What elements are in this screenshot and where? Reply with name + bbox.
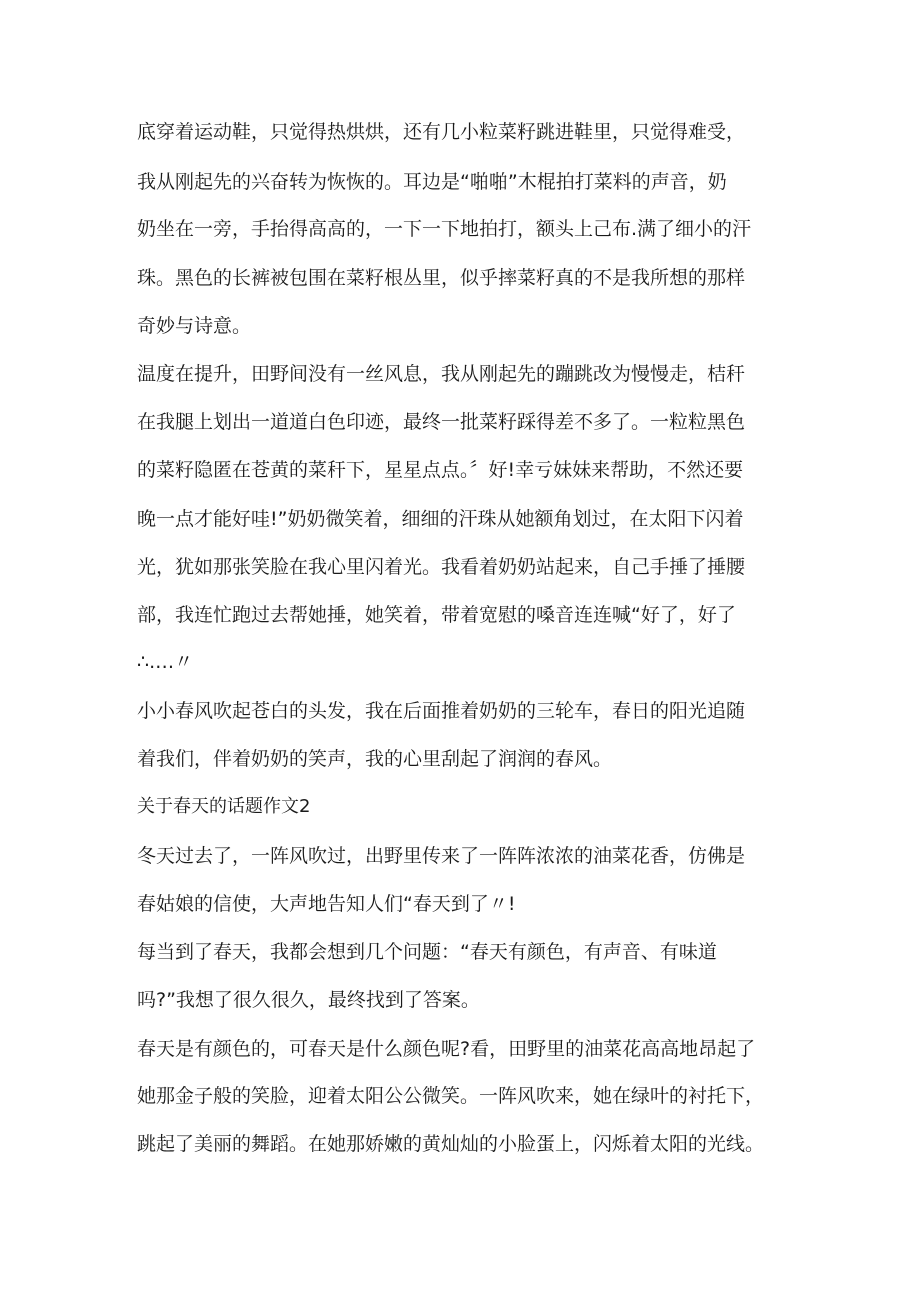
- text-line: 光，犹如那张笑脸在我心里闪着光。我看着奶奶站起来，自己手捶了捶腰: [137, 556, 746, 578]
- text-line: 奶坐在一旁，手抬得高高的，一下一下地拍打，额头上己布.满了细小的汗: [137, 218, 752, 240]
- text-line: 冬天过去了，一阵风吹过，出野里传来了一阵阵浓浓的油菜花香，仿佛是: [137, 845, 746, 867]
- text-line: 春天是有颜色的，可春天是什么颜色呢?看，田野里的油菜花高高地昂起了: [137, 1038, 756, 1060]
- text-line: 她那金子般的笑脸，迎着太阳公公微笑。一阵风吹来，她在绿叶的衬托下，: [137, 1085, 765, 1107]
- text-line: 每当到了春天，我都会想到几个问题：“春天有颜色，有声音、有味道: [137, 941, 717, 963]
- essay-title: 关于春天的话题作文2: [137, 796, 311, 817]
- text-line: 着我们，伴着奶奶的笑声，我的心里刮起了润润的春风。: [137, 748, 613, 770]
- text-line: 我从刚起先的兴奋转为恢恢的。耳边是“啪啪”木棍拍打菜料的声音，奶: [137, 171, 727, 193]
- text-line: 跳起了美丽的舞蹈。在她那娇嫩的黄灿灿的小脸蛋上，闪烁着太阳的光线。: [137, 1133, 765, 1155]
- text-line: ∴.…〃: [137, 651, 194, 673]
- text-line: 的菜籽隐匿在苍黄的菜秆下，星星点点。〞好!幸亏妹妹来帮助，不然还要: [137, 459, 744, 481]
- text-line: 温度在提升，田野间没有一丝风息，我从刚起先的蹦跳改为慢慢走，桔秆: [137, 363, 746, 385]
- text-line: 部，我连忙跑过去帮她捶，她笑着，带着宽慰的嗓音连连喊“好了，好了: [137, 604, 736, 626]
- text-line: 珠。黑色的长裤被包围在菜籽根丛里，似乎摔菜籽真的不是我所想的那样: [137, 267, 746, 289]
- text-line: 春姑娘的信使，大声地告知人们“春天到了〃!: [137, 893, 516, 915]
- text-line: 晚一点才能好哇!”奶奶微笑着，细细的汗珠从她额角划过，在太阳下闪着: [137, 508, 744, 530]
- text-line: 底穿着运动鞋，只觉得热烘烘，还有几小粒菜籽跳进鞋里，只觉得难受，: [137, 121, 746, 143]
- text-line: 吗?”我想了很久很久，最终找到了答案。: [137, 989, 480, 1011]
- text-line: 小小春风吹起苍白的头发，我在后面推着奶奶的三轮车，春日的阳光追随: [137, 700, 746, 722]
- text-line: 奇妙与诗意。: [137, 315, 252, 337]
- text-line: 在我腿上划出一道道白色印迹，最终一批菜籽踩得差不多了。一粒粒黑色: [137, 411, 746, 433]
